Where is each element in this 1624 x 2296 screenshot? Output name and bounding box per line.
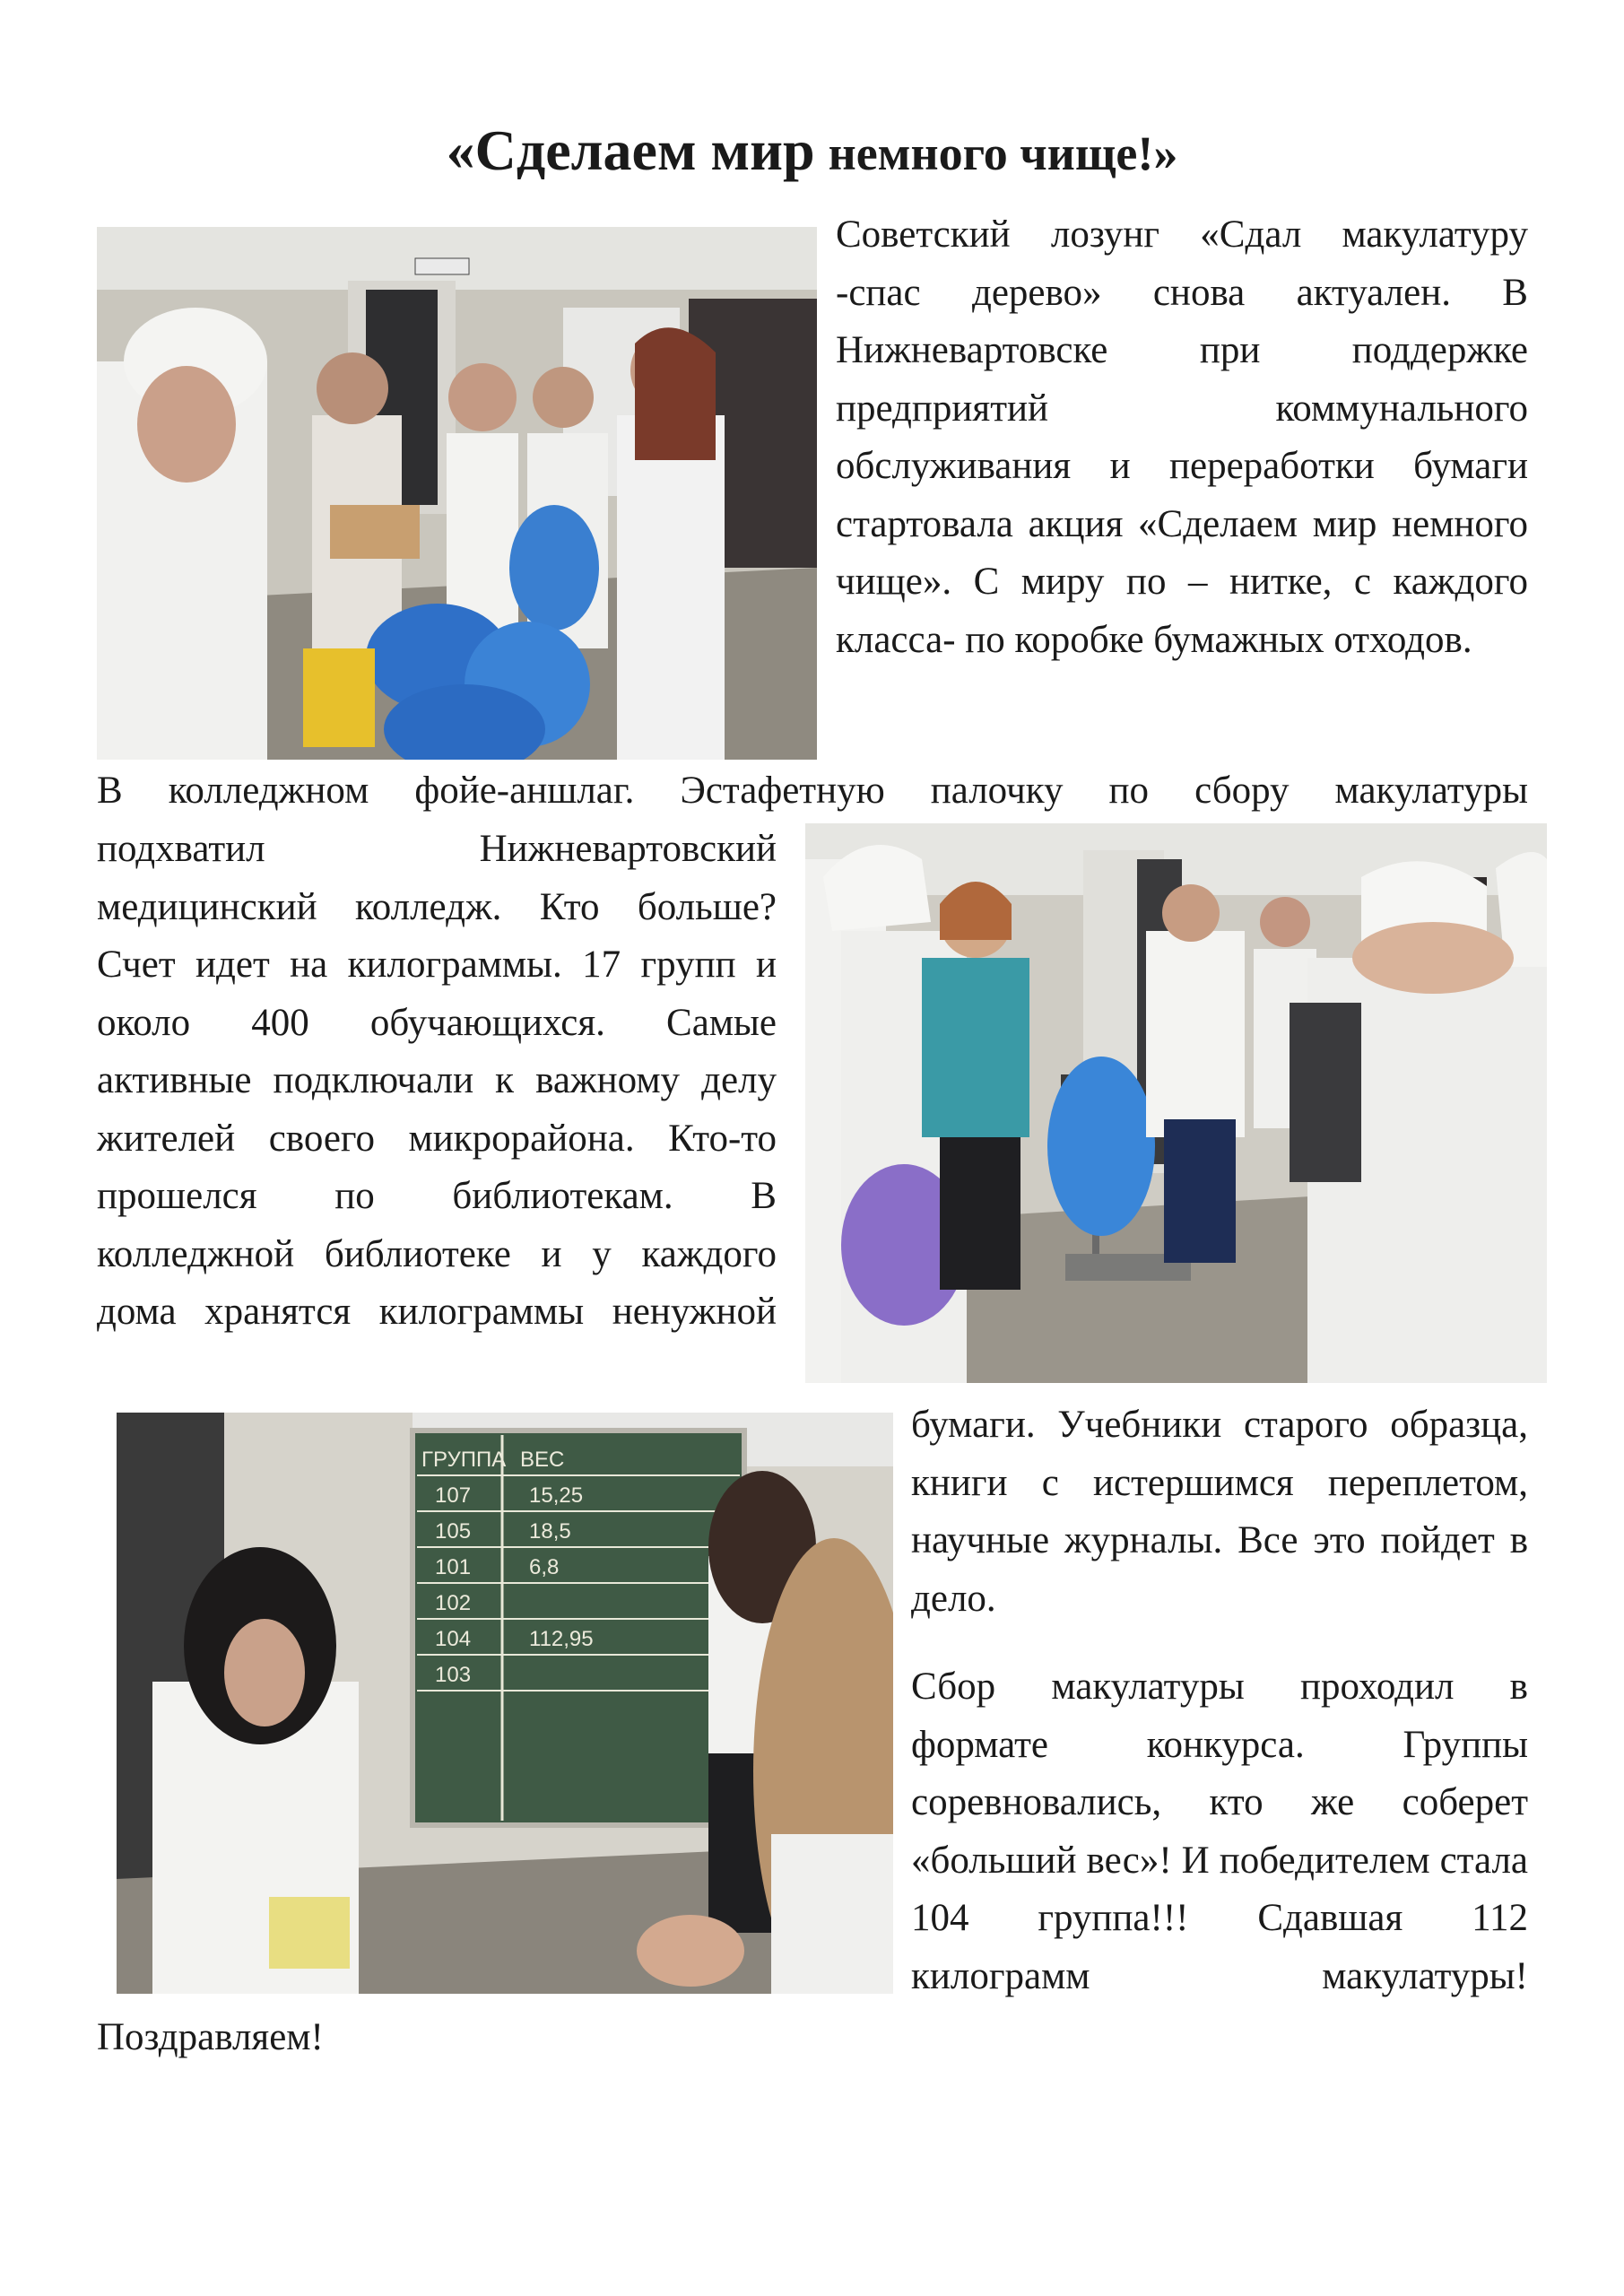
board-row-group: 103 (435, 1663, 472, 1687)
board-row-weight: 112,95 (529, 1627, 594, 1651)
photo-collection-hallway (97, 227, 817, 760)
board-row-weight: 15,25 (529, 1483, 584, 1508)
board-header-weight: ВЕС (520, 1448, 565, 1472)
board-row-weight: 6,8 (529, 1555, 560, 1579)
board-row-group: 107 (435, 1483, 472, 1508)
board-row-group: 102 (435, 1591, 472, 1615)
title-part2: немного чище!» (828, 126, 1178, 180)
board-row-group: 104 (435, 1627, 472, 1651)
photo-chalkboard-results (117, 1413, 893, 1994)
paragraph-congrats: Поздравляем! (97, 2016, 324, 2058)
article-title (0, 115, 1624, 189)
title-part1: «Сделаем мир (446, 118, 815, 182)
board-row-group: 101 (435, 1555, 472, 1579)
paragraph-lobby: В колледжном фойе-аншлаг. Эстафетную палочку по сбору макулатуры (97, 770, 1528, 812)
board-row-group: 105 (435, 1519, 472, 1544)
paragraph-contest: Сбор макулатуры проходил в формате конкурса. Группы соревновались, кто же соберет «больший вес»! И победителем стала 104 группа!!! Сдавшая 112 килограмм макулатуры! (911, 1665, 1528, 1997)
paragraph-intro: Советский лозунг «Сдал макулатуру -спас дерево» снова актуален. В Нижневартовске при поддержке предприятий коммунального обслуживания и переработки бумаги стартовала акция «Сделаем мир немного чище». С миру по – нитке, с каждого класса- по коробке бумажных отходов. (836, 213, 1528, 661)
paragraph-college: подхватил Нижневартовский медицинский колледж. Кто больше? Счет идет на килограммы. 17 групп и около 400 обучающихся. Самые активные подключали к важному делу жителей своего микрорайона. Кто-то прошелся по библиотекам. В колледжной библиотеке и у каждого дома хранятся килограммы ненужной (97, 828, 777, 1333)
photo-weighing-scales (805, 823, 1547, 1383)
board-row-weight: 18,5 (529, 1519, 571, 1544)
paragraph-books: бумаги. Учебники старого образца, книги с истершимся переплетом, научные журналы. Все это пойдет в дело. (911, 1404, 1528, 1620)
board-header-group: ГРУППА (421, 1448, 507, 1472)
